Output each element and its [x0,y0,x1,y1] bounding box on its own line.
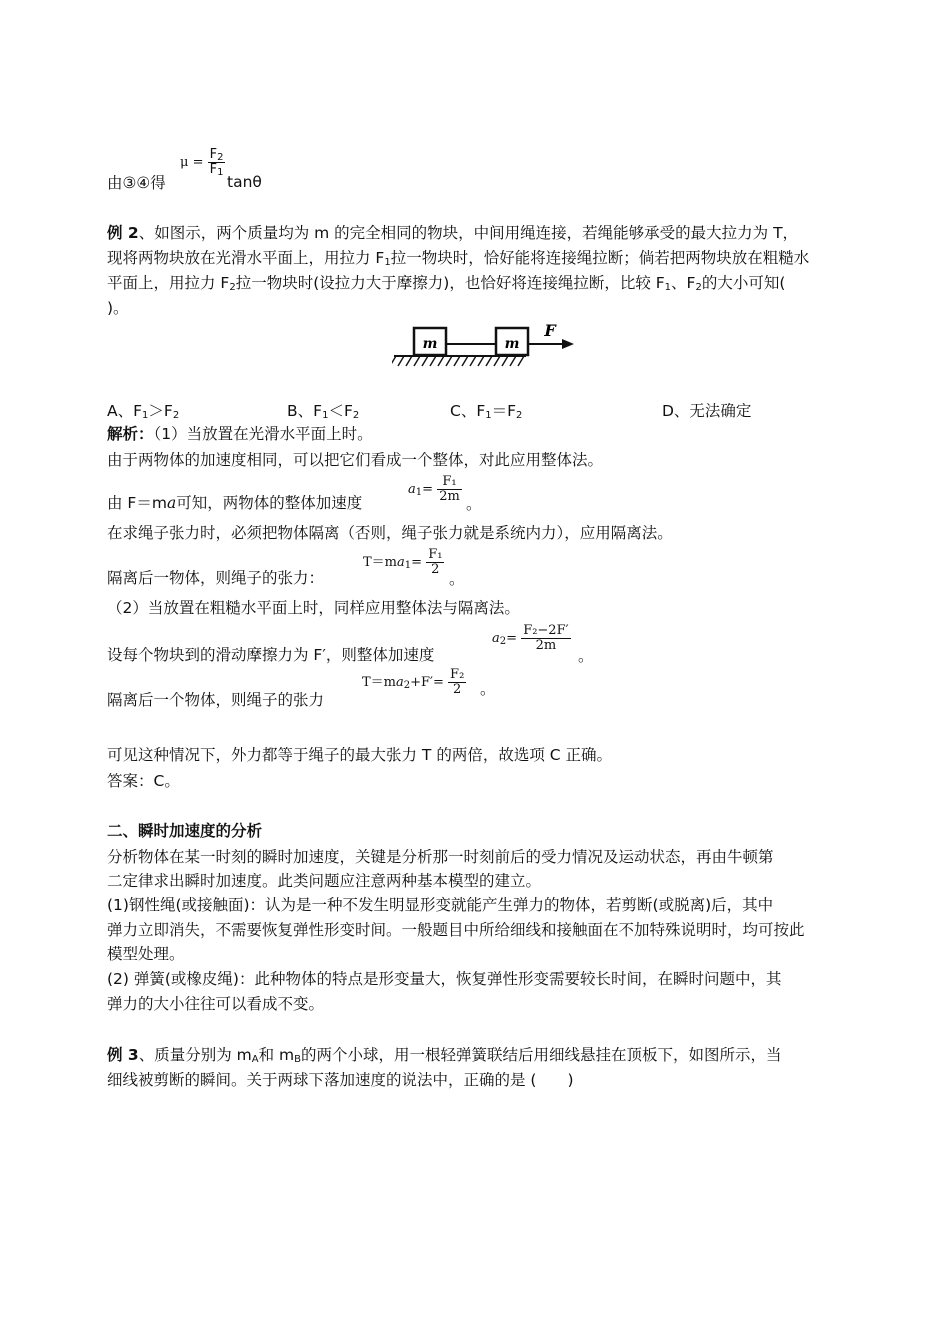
analysis-p7: 设每个物块到的滑动摩擦力为 F′，则整体加速度 [107,646,435,664]
section2-p2c [107,943,887,965]
section2-p2a-text: (1)钢性绳(或接触面)：认为是一种不发生明显形变就能产生弹力的物体，若剪断(或脱离)后，其中 [107,896,774,914]
analysis-p5-end: 。 [449,570,465,588]
answer-text: 答案：C。 [107,772,180,790]
analysis-p4: 在求绳子张力时，必须把物体隔离（否则，绳子张力就是系统内力），应用隔离法。 [107,524,673,542]
tan-theta: tanθ [227,173,262,191]
ground-hatching [392,356,524,366]
option-d-pre: D、无法确定 [662,402,752,420]
option-d[interactable] [662,400,751,422]
a2-num: F₂−2F′ [523,623,569,638]
option-b-pre: B、F [287,402,323,420]
analysis-line9 [107,744,887,766]
blocks-figure [392,322,582,372]
t2-plus: +F′= [410,674,444,690]
a2-fraction [521,624,570,653]
option-a-s1: 1 [142,410,149,421]
mu-den-sub: 1 [217,167,224,178]
t1-fraction [426,548,444,577]
ex3-subB: B [294,1054,301,1065]
a2-lhs-sub: 2 [499,635,507,647]
a1-num: F₁ [437,475,462,490]
option-b-op: ＜F [328,402,353,420]
section2-p1b [107,870,887,892]
answer-line [107,770,887,792]
formula-t1 [363,548,444,577]
ex3-line2 [107,1069,887,1091]
analysis-label: 解析： [107,425,154,443]
formula-a1 [408,475,462,504]
option-b[interactable] [287,400,359,422]
t2-den: 2 [453,682,462,697]
a1-den: 2m [439,489,460,504]
t1-eq: = [411,554,423,570]
analysis-p7-end: 。 [578,647,594,665]
t1-den: 2 [431,562,440,577]
t1-mid: a [397,554,405,570]
analysis-p5: 隔离后一物体，则绳子的张力： [107,569,325,587]
ex2-sub1b: 1 [664,282,672,293]
analysis-p2: 由于两物体的加速度相同，可以把它们看成一个整体，对此应用整体法。 [107,451,604,469]
force-label: F [544,322,556,340]
mu-num: F [209,147,218,162]
option-c-s1: 1 [485,410,492,421]
option-b-s1: 1 [322,410,329,421]
option-a[interactable] [107,400,179,422]
mu-symbol: μ = [180,154,204,170]
analysis-line4 [107,522,887,544]
mu-formula [180,148,225,177]
option-a-pre: A、F [107,402,143,420]
analysis-p8: 隔离后一个物体，则绳子的张力 [107,691,325,709]
option-b-s2: 2 [352,410,360,421]
t2-num: F₂ [450,667,465,682]
section2-p3b [107,993,887,1015]
a1-lhs-sub: 1 [415,486,423,498]
ex2-label: 例 2 [107,224,139,242]
ex3-text2: 细线被剪断的瞬间。关于两球下落加速度的说法中，正确的是 ( ) [107,1071,574,1089]
ex3-label: 例 3 [107,1046,139,1064]
a2-lhs: a [492,630,500,646]
section2-p2c-text: 模型处理。 [107,945,185,963]
t1-lhs: T＝m [363,554,397,570]
ex3-subA: A [251,1054,259,1065]
ex2-text3c: 、F [671,274,696,292]
section2-title: 二、瞬时加速度的分析 [107,822,263,840]
t1-mid-sub: 1 [404,559,412,571]
ex2-text3d: 的大小可知( [701,274,786,292]
analysis-p6: （2）当放置在粗糙水平面上时，同样应用整体法与隔离法。 [107,599,520,617]
ex2-text3b: 拉一物块时(设拉力大于摩擦力)，也恰好将连接绳拉断，比较 F [235,274,665,292]
option-c-op: ＝F [491,402,517,420]
option-a-s2: 2 [172,410,180,421]
ex2-sub2b: 2 [695,282,702,293]
mu-den: F [209,162,218,177]
t2-fraction [448,668,466,697]
section2-p3b-text: 弹力的大小往往可以看成不变。 [107,995,325,1013]
t2-mid-sub: 2 [403,679,411,691]
a1-eq: = [422,481,434,497]
ex2-line2 [107,247,887,269]
mu-num-sub: 2 [217,152,224,163]
block-right-label: m [504,336,520,352]
a1-lhs: a [408,481,416,497]
a1-fraction [437,475,462,504]
section2-p2a [107,894,887,916]
option-c-pre: C、F [450,402,486,420]
ex2-sub2: 2 [229,282,236,293]
analysis-p8-end: 。 [480,680,496,698]
force-arrow-head [562,339,574,349]
analysis-p9: 可见这种情况下，外力都等于绳子的最大张力 T 的两倍，故选项 C 正确。 [107,746,613,764]
section2-p3a [107,968,887,990]
analysis-line2 [107,449,887,471]
conclusion-prefix: 由③④得 [107,174,166,192]
ex2-line4 [107,297,887,319]
section2-p1a-text: 分析物体在某一时刻的瞬时加速度，关键是分析那一时刻前后的受力情况及运动状态，再由牛顿第 [107,848,774,866]
mu-fraction [208,148,226,177]
section2-p3a-text: (2) 弹簧(或橡皮绳)：此种物体的特点是形变量大，恢复弹性形变需要较长时间，在瞬时问题中，其 [107,970,782,988]
analysis-line1 [107,423,887,445]
ex2-text4: )。 [107,299,129,317]
t2-mid: a [396,674,404,690]
t1-num: F₁ [428,547,443,562]
analysis-line6 [107,597,887,619]
analysis-p3-end: 。 [466,495,482,513]
ex2-sub1: 1 [384,257,391,268]
formula-t2 [362,668,466,697]
analysis-p3b: 可知，两物体的整体加速度 [176,494,363,512]
ex2-text2a: 现将两物块放在光滑水平面上，用拉力 F [107,249,385,267]
ex2-text2b: 拉一物块时，恰好能将连接绳拉断；倘若把两物块放在粗糙水 [390,249,810,267]
option-a-op: ＞F [148,402,173,420]
ex2-line3 [107,272,887,294]
section2-p2b [107,919,887,941]
analysis-p3a: 由 F＝m [107,494,167,512]
analysis-line5 [107,567,887,589]
t2-lhs: T＝m [362,674,396,690]
analysis-p1: （1）当放置在光滑水平面上时。 [153,425,373,443]
ex2-line1 [107,222,887,244]
ex3-line1 [107,1044,887,1066]
ex3-text1a: 、质量分别为 m [138,1046,252,1064]
formula-a2 [492,624,571,653]
ex2-text1: 、如图示，两个质量均为 m 的完全相同的物块，中间用绳连接，若绳能够承受的最大拉力为 T， [138,224,799,242]
section2-p1a [107,846,887,868]
analysis-p3a-i: a [166,494,177,512]
ex2-text3a: 平面上，用拉力 F [107,274,230,292]
ex3-text1b: 和 m [258,1046,295,1064]
section2-p2b-text: 弹力立即消失，不需要恢复弹性形变时间。一般题目中所给细线和接触面在不加特殊说明时，均可按此 [107,921,805,939]
option-c[interactable] [450,400,522,422]
a2-den: 2m [535,638,557,653]
ex3-text1c: 的两个小球，用一根轻弹簧联结后用细线悬挂在顶板下，如图所示，当 [300,1046,782,1064]
option-c-s2: 2 [516,410,523,421]
block-left-label: m [422,336,438,352]
section2-p1b-text: 二定律求出瞬时加速度。此类问题应注意两种基本模型的建立。 [107,872,542,890]
a2-eq: = [506,630,518,646]
